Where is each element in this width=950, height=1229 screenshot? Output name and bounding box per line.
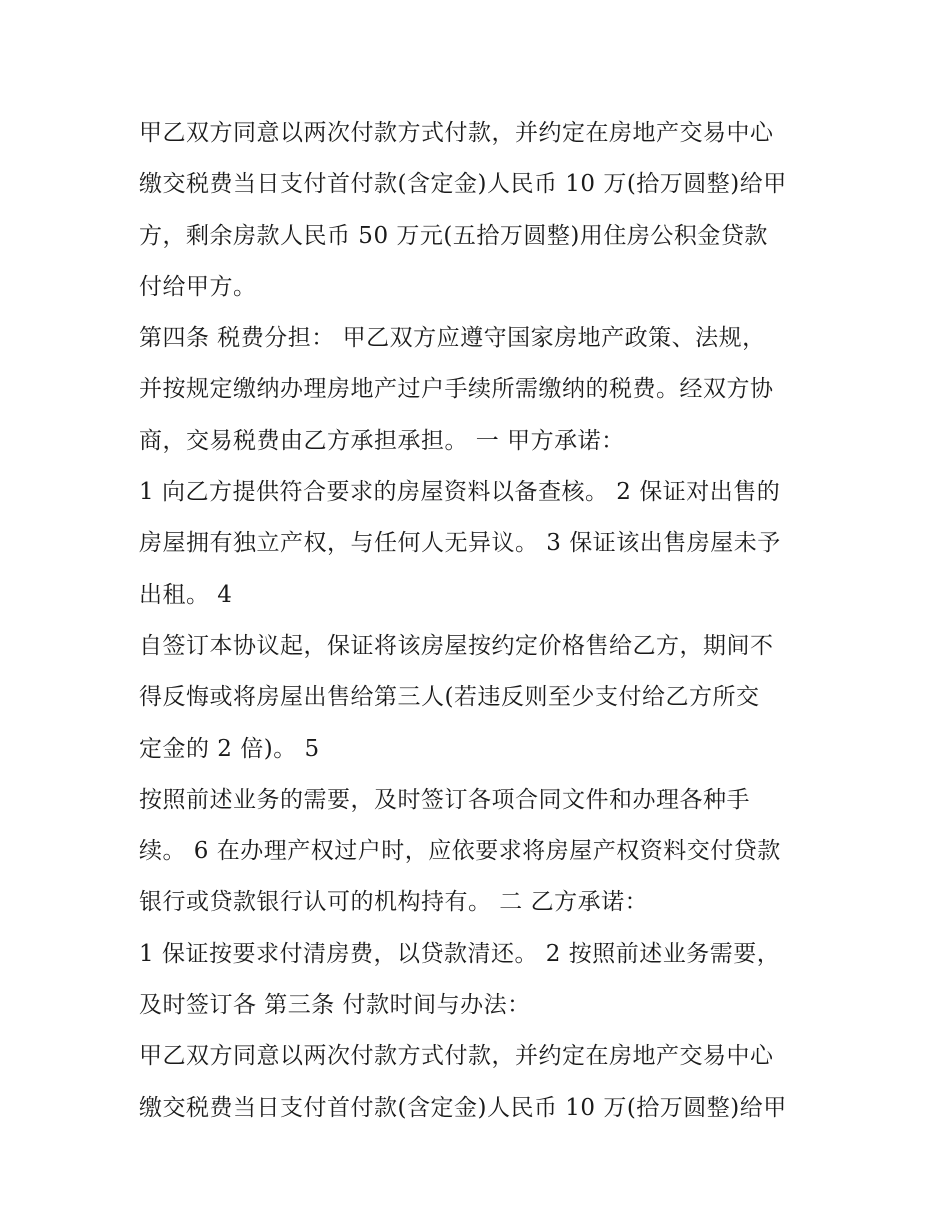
text-line: 房屋拥有独立产权，与任何人无异议。 3 保证该出售房屋未予 xyxy=(139,530,781,557)
text-line: 方，剩余房款人民币 50 万元(五拾万圆整)用住房公积金贷款 xyxy=(139,222,768,249)
text-line: 甲乙双方同意以两次付款方式付款，并约定在房地产交易中心 xyxy=(139,1043,774,1070)
text-line: 及时签订各 第三条 付款时间与办法： xyxy=(139,992,531,1019)
text-line: 商，交易税费由乙方承担承担。 一 甲方承诺： xyxy=(139,427,625,454)
text-line: 付给甲方。 xyxy=(139,273,257,300)
text-line: 得反悔或将房屋出售给第三人(若违反则至少支付给乙方所交 xyxy=(139,684,760,711)
text-line: 定金的 2 倍)。 5 xyxy=(139,735,320,762)
text-line: 缴交税费当日支付首付款(含定金)人民币 10 万(拾万圆整)给甲 xyxy=(139,1094,787,1121)
text-line: 甲乙双方同意以两次付款方式付款，并约定在房地产交易中心 xyxy=(139,120,774,146)
text-line: 1 向乙方提供符合要求的房屋资料以备查核。 2 保证对出售的 xyxy=(139,479,781,506)
text-line: 按照前述业务的需要，及时签订各项合同文件和办理各种手 xyxy=(139,786,750,813)
text-line: 续。 6 在办理产权过户时，应依要求将房屋产权资料交付贷款 xyxy=(139,838,781,865)
text-line: 并按规定缴纳办理房地产过户手续所需缴纳的税费。经双方协 xyxy=(139,376,774,403)
text-line: 银行或贷款银行认可的机构持有。 二 乙方承诺： xyxy=(139,889,649,916)
text-line: 出租。 4 xyxy=(139,581,233,608)
text-line: 缴交税费当日支付首付款(含定金)人民币 10 万(拾万圆整)给甲 xyxy=(139,171,787,198)
text-line: 1 保证按要求付清房费，以贷款清还。 2 按照前述业务需要， xyxy=(139,940,781,967)
text-line: 自签订本协议起，保证将该房屋按约定价格售给乙方，期间不 xyxy=(139,632,774,659)
document-body xyxy=(139,108,829,1134)
text-line: 第四条 税费分担： 甲乙双方应遵守国家房地产政策、法规， xyxy=(139,325,766,352)
